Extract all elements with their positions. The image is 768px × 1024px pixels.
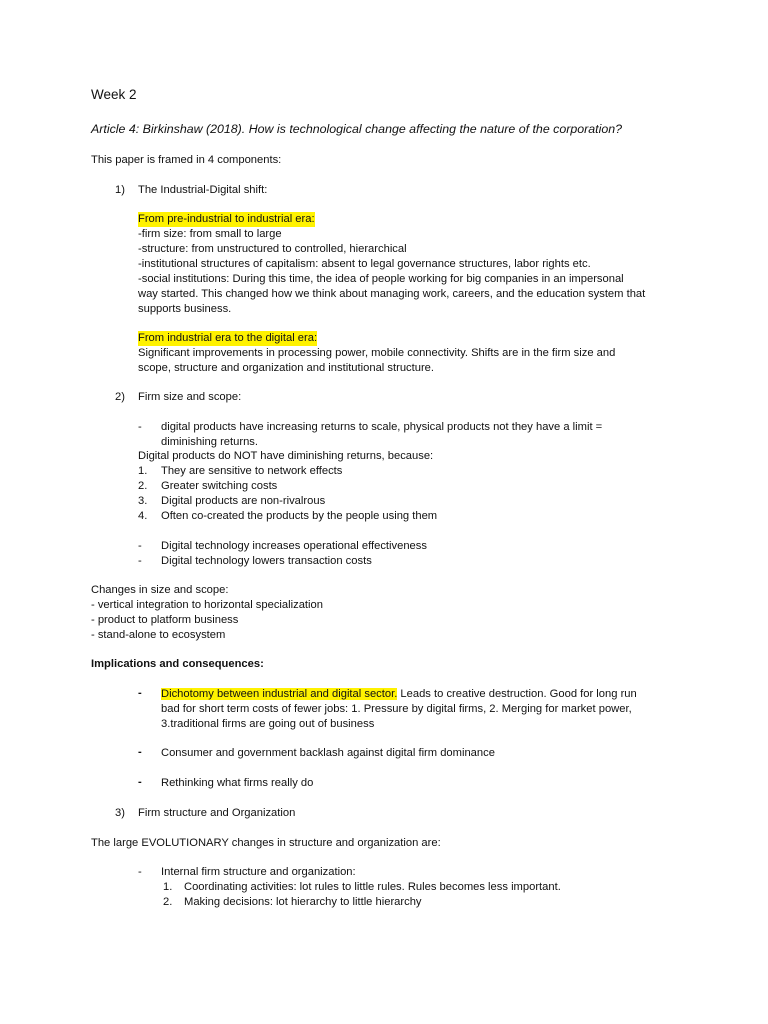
list-number: 3. (138, 495, 148, 507)
list-number: 1. (138, 465, 148, 477)
paragraph-line: -firm size: from small to large (138, 228, 282, 240)
list-item: Greater switching costs (161, 480, 278, 492)
list-item: Digital products are non-rivalrous (161, 495, 326, 507)
section-2-number: 2) (115, 391, 125, 403)
bullet-dash: - (138, 421, 142, 433)
paragraph-line: -social institutions: During this time, the idea of people working for big companies in an impersonal (138, 273, 624, 285)
bullet-dash: - (138, 687, 142, 699)
paragraph-line: way started. This changed how we think about managing work, careers, and the education system that (138, 288, 646, 300)
list-item: They are sensitive to network effects (161, 465, 343, 477)
paragraph-line: -structure: from unstructured to controlled, hierarchical (138, 243, 407, 255)
list-number: 2. (138, 480, 148, 492)
implication-1-line-1 (161, 687, 637, 702)
section-3-heading: Firm structure and Organization (138, 807, 296, 819)
bullet-dash: - (138, 555, 142, 567)
bullet-dash: - (138, 746, 142, 758)
implication-1-line-3: 3.traditional firms are going out of business (161, 718, 375, 730)
changes-heading: Changes in size and scope: (91, 584, 229, 596)
paragraph-line: Digital products do NOT have diminishing returns, because: (138, 450, 434, 462)
paragraph-line: -institutional structures of capitalism: absent to legal governance structures, labor rights etc. (138, 258, 591, 270)
list-item: Coordinating activities: lot rules to little rules. Rules becomes less important. (184, 881, 561, 893)
bullet-dash: - (138, 866, 142, 878)
section-1-number: 1) (115, 184, 125, 196)
list-number: 4. (138, 510, 148, 522)
bullet-text: diminishing returns. (161, 436, 259, 448)
paragraph-line: scope, structure and organization and institutional structure. (138, 362, 435, 374)
implication-3: Rethinking what firms really do (161, 777, 314, 789)
bullet-text: Internal firm structure and organization: (161, 866, 356, 878)
changes-line: - vertical integration to horizontal specialization (91, 599, 323, 611)
implication-1-rest: Leads to creative destruction. Good for long run (397, 688, 637, 700)
section-1-heading: The Industrial-Digital shift: (138, 184, 268, 196)
intro-text: This paper is framed in 4 components: (91, 154, 282, 166)
implication-2: Consumer and government backlash against digital firm dominance (161, 747, 495, 759)
article-subtitle: Article 4: Birkinshaw (2018). How is technological change affecting the nature of the corporation? (91, 122, 623, 136)
page-title: Week 2 (91, 87, 137, 102)
paragraph-line: supports business. (138, 303, 232, 315)
bullet-text: Digital technology increases operational effectiveness (161, 540, 427, 552)
section-2-heading: Firm size and scope: (138, 391, 242, 403)
bullet-text: digital products have increasing returns to scale, physical products not they have a limit = (161, 421, 603, 433)
changes-line: - stand-alone to ecosystem (91, 629, 226, 641)
list-item: Making decisions: lot hierarchy to little hierarchy (184, 896, 422, 908)
changes-line: - product to platform business (91, 614, 239, 626)
paragraph-line: Significant improvements in processing power, mobile connectivity. Shifts are in the firm size and (138, 347, 616, 359)
section-3-intro: The large EVOLUTIONARY changes in structure and organization are: (91, 837, 441, 849)
bullet-text: Digital technology lowers transaction costs (161, 555, 372, 567)
bullet-dash: - (138, 776, 142, 788)
implications-heading: Implications and consequences: (91, 658, 264, 670)
highlight-dichotomy: Dichotomy between industrial and digital sector. (161, 688, 398, 700)
list-item: Often co-created the products by the people using them (161, 510, 438, 522)
list-number: 2. (163, 896, 173, 908)
implication-1-line-2: bad for short term costs of fewer jobs: 1. Pressure by digital firms, 2. Merging for market power, (161, 703, 632, 715)
bullet-dash: - (138, 540, 142, 552)
highlight-digital-era: From industrial era to the digital era: (138, 332, 318, 344)
list-number: 1. (163, 881, 173, 893)
highlight-pre-industrial: From pre-industrial to industrial era: (138, 213, 315, 225)
section-3-number: 3) (115, 807, 125, 819)
